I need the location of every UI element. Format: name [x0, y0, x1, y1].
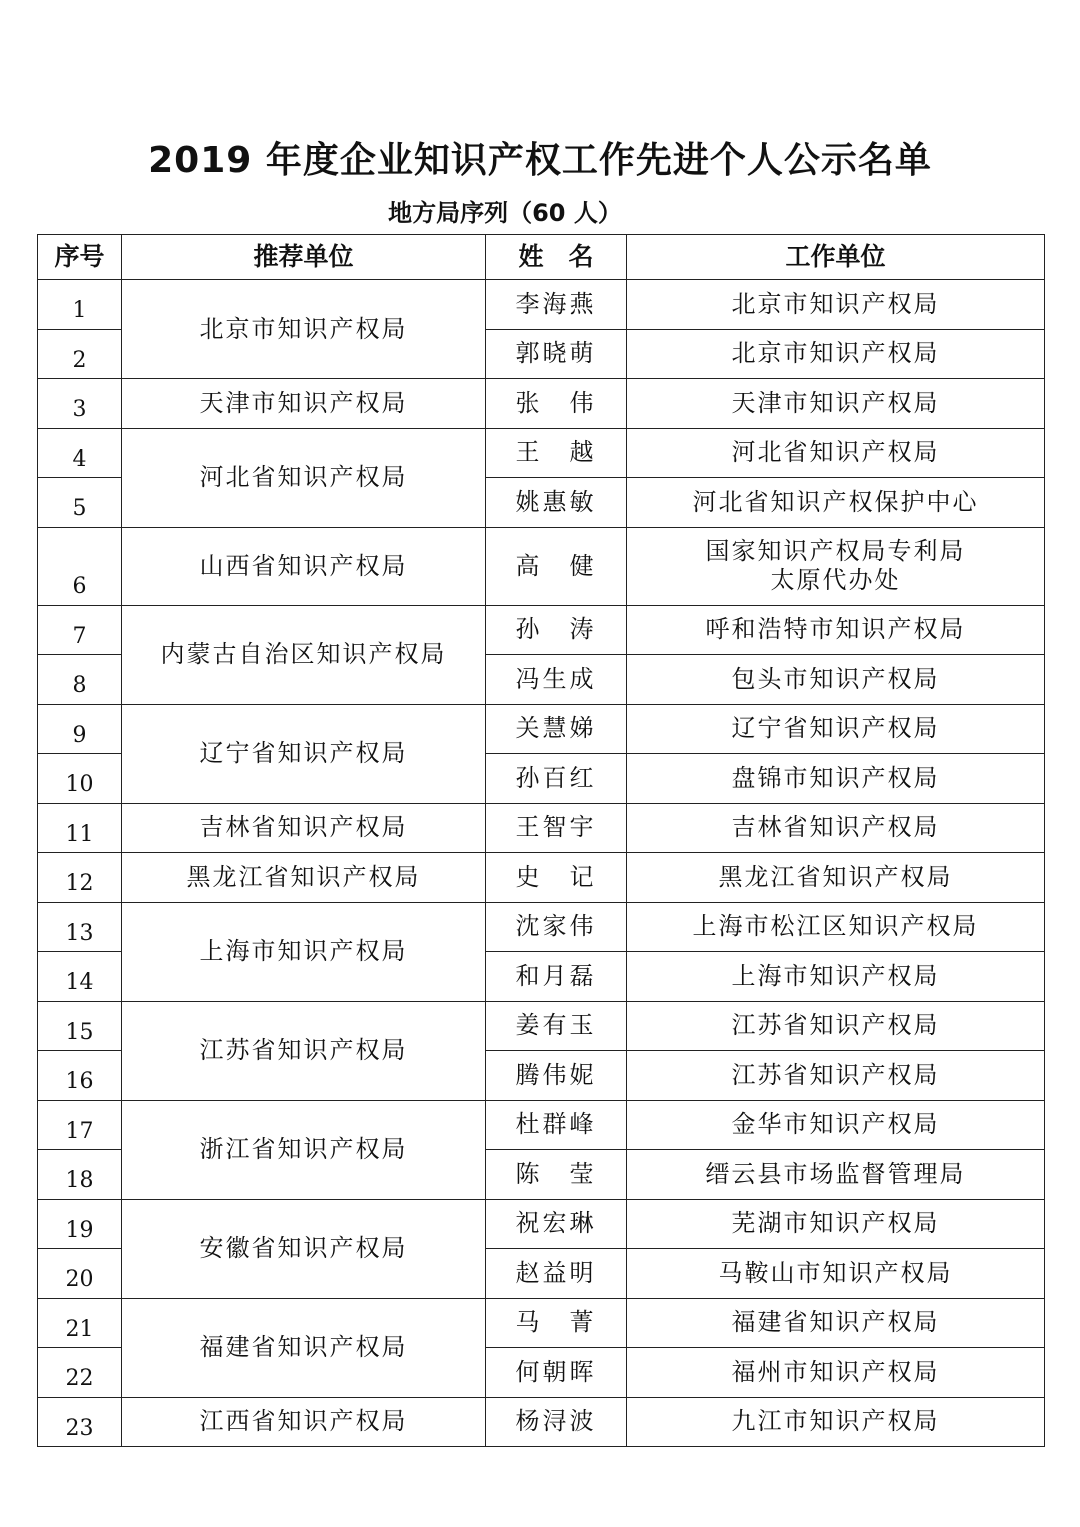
cell-work-unit: 呼和浩特市知识产权局	[627, 605, 1045, 655]
cell-serial: 17	[38, 1100, 122, 1150]
table-body	[38, 280, 1045, 1447]
cell-person-name: 孙 涛	[486, 605, 627, 655]
cell-person-name: 李海燕	[486, 280, 627, 330]
table-row	[38, 605, 1045, 655]
cell-work-unit: 江苏省知识产权局	[627, 1051, 1045, 1101]
page-subtitle: 地方局序列（60 人）	[388, 199, 622, 227]
cell-serial: 7	[38, 605, 122, 655]
cell-recommending-unit: 河北省知识产权局	[122, 428, 486, 527]
header-name: 姓 名	[486, 235, 627, 280]
cell-serial: 15	[38, 1001, 122, 1051]
table-row	[38, 379, 1045, 429]
cell-recommending-unit: 上海市知识产权局	[122, 902, 486, 1001]
table-row	[38, 704, 1045, 754]
cell-person-name: 张 伟	[486, 379, 627, 429]
cell-recommending-unit: 黑龙江省知识产权局	[122, 853, 486, 903]
cell-work-unit: 黑龙江省知识产权局	[627, 853, 1045, 903]
cell-person-name: 腾伟妮	[486, 1051, 627, 1101]
header-recommending-unit: 推荐单位	[122, 235, 486, 280]
cell-work-unit: 河北省知识产权局	[627, 428, 1045, 478]
cell-recommending-unit: 天津市知识产权局	[122, 379, 486, 429]
cell-work-unit: 北京市知识产权局	[627, 280, 1045, 330]
cell-person-name: 关慧娣	[486, 704, 627, 754]
cell-recommending-unit: 福建省知识产权局	[122, 1298, 486, 1397]
table-row	[38, 902, 1045, 952]
cell-serial: 10	[38, 754, 122, 804]
cell-serial: 23	[38, 1397, 122, 1447]
cell-work-unit: 九江市知识产权局	[627, 1397, 1045, 1447]
cell-serial: 11	[38, 803, 122, 853]
cell-serial: 8	[38, 655, 122, 705]
cell-serial: 12	[38, 853, 122, 903]
cell-recommending-unit: 辽宁省知识产权局	[122, 704, 486, 803]
cell-person-name: 姚惠敏	[486, 478, 627, 528]
cell-work-unit: 福州市知识产权局	[627, 1348, 1045, 1398]
cell-work-unit: 芜湖市知识产权局	[627, 1199, 1045, 1249]
cell-person-name: 郭晓萌	[486, 329, 627, 379]
cell-serial: 4	[38, 428, 122, 478]
cell-serial: 18	[38, 1150, 122, 1200]
cell-work-unit: 福建省知识产权局	[627, 1298, 1045, 1348]
cell-work-unit: 河北省知识产权保护中心	[627, 478, 1045, 528]
cell-recommending-unit: 江苏省知识产权局	[122, 1001, 486, 1100]
cell-person-name: 赵益明	[486, 1249, 627, 1299]
table-row	[38, 1397, 1045, 1447]
cell-work-unit: 江苏省知识产权局	[627, 1001, 1045, 1051]
cell-serial: 16	[38, 1051, 122, 1101]
cell-work-unit: 上海市知识产权局	[627, 952, 1045, 1002]
cell-serial: 6	[38, 527, 122, 605]
cell-serial: 22	[38, 1348, 122, 1398]
cell-work-unit: 吉林省知识产权局	[627, 803, 1045, 853]
cell-serial: 9	[38, 704, 122, 754]
table-row	[38, 1001, 1045, 1051]
cell-serial: 19	[38, 1199, 122, 1249]
table-header-row	[38, 235, 1045, 280]
cell-person-name: 王智宇	[486, 803, 627, 853]
table-row	[38, 803, 1045, 853]
cell-work-unit: 马鞍山市知识产权局	[627, 1249, 1045, 1299]
cell-work-unit: 包头市知识产权局	[627, 655, 1045, 705]
cell-serial: 21	[38, 1298, 122, 1348]
cell-work-unit: 辽宁省知识产权局	[627, 704, 1045, 754]
cell-serial: 2	[38, 329, 122, 379]
cell-serial: 1	[38, 280, 122, 330]
cell-serial: 13	[38, 902, 122, 952]
cell-person-name: 和月磊	[486, 952, 627, 1002]
cell-work-unit: 天津市知识产权局	[627, 379, 1045, 429]
cell-work-unit: 金华市知识产权局	[627, 1100, 1045, 1150]
cell-serial: 20	[38, 1249, 122, 1299]
table-row	[38, 428, 1045, 478]
cell-person-name: 冯生成	[486, 655, 627, 705]
table-row	[38, 280, 1045, 330]
page-title: 2019 年度企业知识产权工作先进个人公示名单	[148, 140, 932, 181]
cell-work-unit: 缙云县市场监督管理局	[627, 1150, 1045, 1200]
cell-person-name: 沈家伟	[486, 902, 627, 952]
cell-person-name: 何朝晖	[486, 1348, 627, 1398]
cell-recommending-unit: 北京市知识产权局	[122, 280, 486, 379]
cell-person-name: 杨浔波	[486, 1397, 627, 1447]
cell-work-unit: 国家知识产权局专利局 太原代办处	[627, 527, 1045, 605]
cell-recommending-unit: 内蒙古自治区知识产权局	[122, 605, 486, 704]
cell-serial: 5	[38, 478, 122, 528]
table-row	[38, 527, 1045, 605]
cell-person-name: 孙百红	[486, 754, 627, 804]
cell-recommending-unit: 吉林省知识产权局	[122, 803, 486, 853]
cell-person-name: 王 越	[486, 428, 627, 478]
cell-recommending-unit: 江西省知识产权局	[122, 1397, 486, 1447]
header-work-unit: 工作单位	[627, 235, 1045, 280]
cell-recommending-unit: 安徽省知识产权局	[122, 1199, 486, 1298]
cell-person-name: 祝宏琳	[486, 1199, 627, 1249]
table-row	[38, 1100, 1045, 1150]
cell-recommending-unit: 山西省知识产权局	[122, 527, 486, 605]
cell-serial: 14	[38, 952, 122, 1002]
cell-person-name: 姜有玉	[486, 1001, 627, 1051]
awardee-table	[37, 234, 1045, 1447]
cell-person-name: 马 菁	[486, 1298, 627, 1348]
table-row	[38, 1199, 1045, 1249]
cell-person-name: 杜群峰	[486, 1100, 627, 1150]
cell-work-unit: 上海市松江区知识产权局	[627, 902, 1045, 952]
cell-serial: 3	[38, 379, 122, 429]
cell-recommending-unit: 浙江省知识产权局	[122, 1100, 486, 1199]
table-row	[38, 853, 1045, 903]
cell-work-unit: 北京市知识产权局	[627, 329, 1045, 379]
cell-person-name: 高 健	[486, 527, 627, 605]
cell-work-unit: 盘锦市知识产权局	[627, 754, 1045, 804]
header-serial: 序号	[38, 235, 122, 280]
cell-person-name: 史 记	[486, 853, 627, 903]
cell-person-name: 陈 莹	[486, 1150, 627, 1200]
table-row	[38, 1298, 1045, 1348]
